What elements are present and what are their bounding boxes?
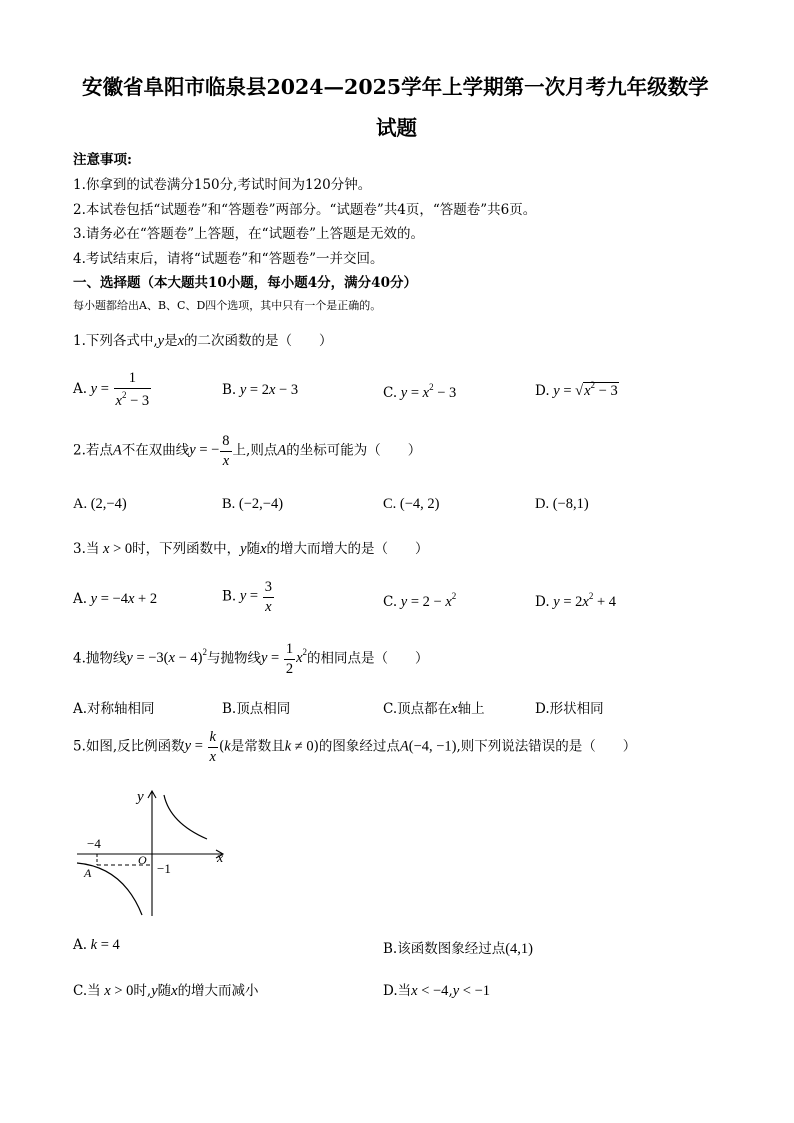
- notice-item: 2.本试卷包括“试题卷”和“答题卷”两部分。“试题卷”共4页，“答题卷”共6页。: [73, 202, 537, 218]
- question-5-option-a: A. k = 4: [73, 937, 120, 953]
- section-heading: 一、选择题（本大题共10小题，每小题4分，满分40分）: [73, 275, 417, 291]
- tick-label-neg4: −4: [87, 836, 101, 851]
- question-1-option-d: D. $y = √x^2 - 3$: [535, 380, 618, 399]
- point-a-label: A: [84, 866, 92, 880]
- question-2-stem: 2.若点A不在双曲线y = − $\frac{8}{x}$ 上,则点A的坐标可能为（ ）: [73, 433, 422, 469]
- notice-item: 3.请务必在“答题卷”上答题，在“试题卷”上答题是无效的。: [73, 226, 424, 242]
- question-2-option-a: A. (2,−4): [73, 496, 127, 512]
- question-3-option-a: A. y = −4x + 2: [73, 591, 158, 607]
- question-5-option-c: C.当 x > 0时,y随x的增大而减小: [73, 983, 259, 999]
- origin-label: O: [138, 853, 147, 867]
- notice-heading: 注意事项:: [73, 152, 132, 168]
- question-4-option-c: C.顶点都在x轴上: [383, 701, 485, 717]
- question-4-stem: 4.抛物线$y = -3(x - 4)^2$与抛物线y = $\frac{1}{2}$ $x^2$的相同点是（ ）: [73, 641, 429, 677]
- question-5-option-b: B.该函数图象经过点(4,1): [383, 941, 534, 957]
- page-title-line2: 试题: [376, 116, 417, 140]
- question-5-option-d: D.当x < −4,y < −1: [383, 983, 491, 999]
- question-3-stem: 3.当 x > 0时，下列函数中，y随x的增大而增大的是（ ）: [73, 541, 429, 557]
- question-4-option-b: B.顶点相同: [222, 701, 291, 717]
- question-3-option-b: B. y = $\frac{3}{x}$: [222, 579, 272, 615]
- y-axis-label: y: [137, 789, 144, 805]
- question-4-option-d: D.形状相同: [535, 701, 604, 717]
- question-1-option-c: C. $y = x^2 - 3$: [383, 382, 457, 401]
- question-1-option-b: B. y = 2x − 3: [222, 382, 299, 398]
- question-2-option-b: B. (−2,−4): [222, 496, 284, 512]
- hyperbola-branch-upper: [164, 795, 207, 839]
- question-2-option-c: C. (−4, 2): [383, 496, 440, 512]
- tick-label-neg1: −1: [157, 861, 171, 876]
- notice-item: 4.考试结束后，请将“试题卷”和“答题卷”一并交回。: [73, 251, 384, 267]
- question-3-option-d: D. $y = 2x^2 + 4$: [535, 591, 617, 610]
- section-instruction: 每小题都给出A、B、C、D四个选项，其中只有一个是正确的。: [73, 299, 382, 312]
- hyperbola-graph: [75, 785, 235, 920]
- question-4-option-a: A.对称轴相同: [73, 701, 155, 717]
- page-title: 安徽省阜阳市临泉县2024—2025学年上学期第一次月考九年级数学: [82, 75, 709, 99]
- question-2-option-d: D. (−8,1): [535, 496, 589, 512]
- question-1-option-a: A. y = $\frac{1}{x^2 - 3}$: [73, 370, 150, 409]
- question-3-option-c: C. $y = 2 - x^2$: [383, 591, 457, 610]
- question-1-stem: 1.下列各式中,y是x的二次函数的是（ ）: [73, 333, 333, 349]
- x-axis-label: x: [217, 851, 224, 866]
- question-5-stem: 5.如图,反比例函数y = $\frac{k}{x}$ (k是常数且k ≠ 0)的图象经过点A(−4, −1),则下列说法错误的是（ ）: [73, 729, 637, 765]
- notice-item: 1.你拿到的试卷满分150分,考试时间为120分钟。: [73, 177, 372, 193]
